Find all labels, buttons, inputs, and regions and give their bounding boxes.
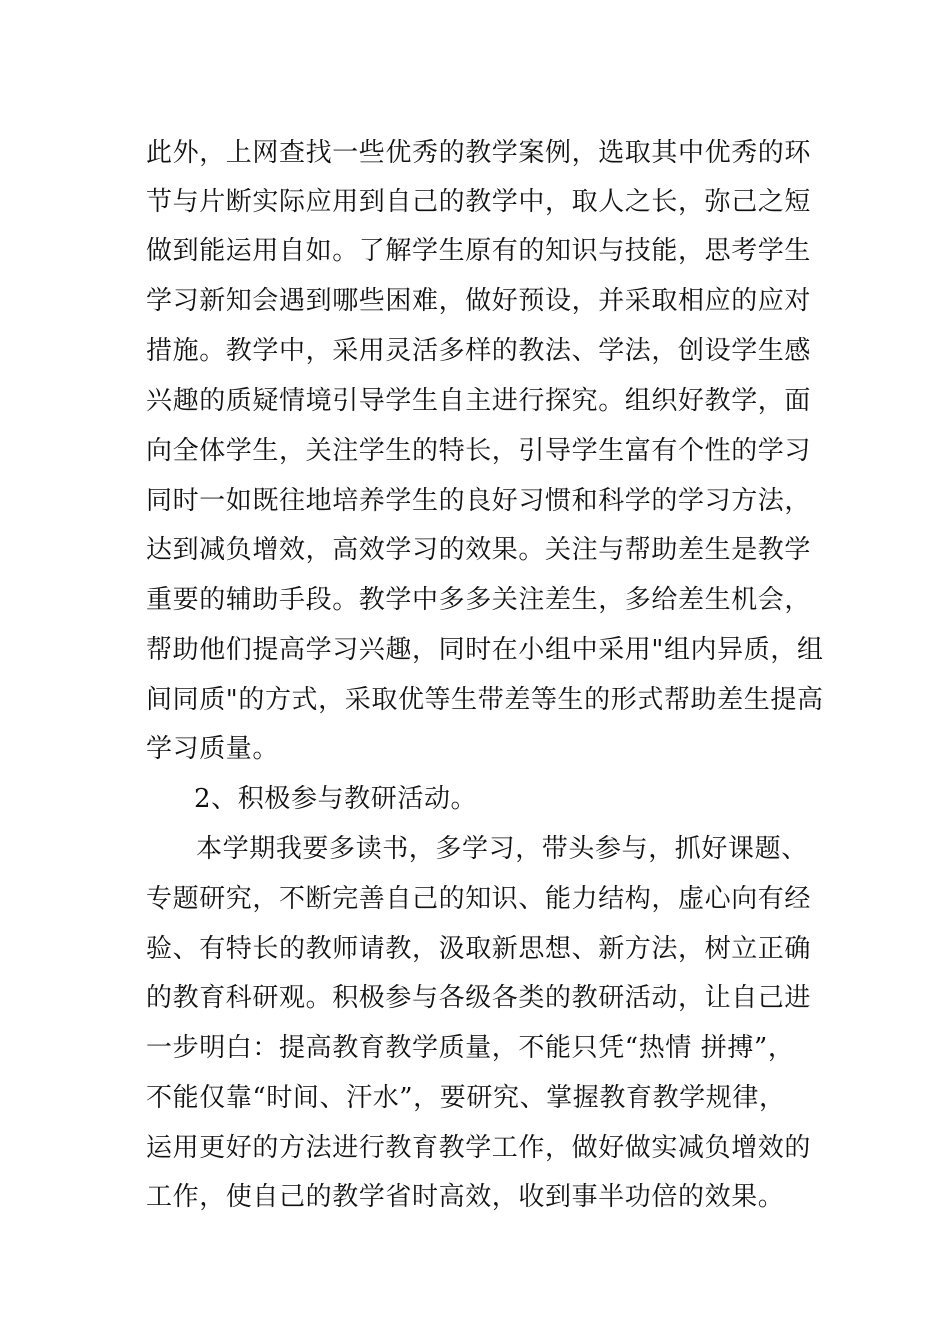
text-line: 此外，上网查找一些优秀的教学案例，选取其中优秀的环 [146, 138, 812, 168]
text-line: 学习新知会遇到哪些困难，做好预设，并采取相应的应对 [146, 286, 812, 316]
text-line: 的教育科研观。积极参与各级各类的教研活动，让自己进 [146, 983, 812, 1013]
text-line: 专题研究，不断完善自己的知识、能力结构，虚心向有经 [146, 884, 812, 914]
text-line: 间同质"的方式，采取优等生带差等生的形式帮助差生提高 [146, 685, 824, 715]
text-line: 达到减负增效，高效学习的效果。关注与帮助差生是教学 [146, 535, 812, 565]
text-line: 向全体学生，关注学生的特长，引导学生富有个性的学习 [146, 436, 812, 466]
text-line: 做到能运用自如。了解学生原有的知识与技能，思考学生 [146, 236, 812, 266]
text-line: 一步明白：提高教育教学质量，不能只凭“热情 拼搏”， [146, 1033, 795, 1063]
text-line: 不能仅靠“时间、汗水”，要研究、掌握教育教学规律， [146, 1083, 786, 1113]
text-line: 本学期我要多读书，多学习，带头参与，抓好课题、 [196, 834, 808, 864]
text-line: 兴趣的质疑情境引导学生自主进行探究。组织好教学，面 [146, 386, 812, 416]
text-line: 同时一如既往地培养学生的良好习惯和科学的学习方法， [146, 486, 812, 516]
text-line: 工作，使自己的教学省时高效，收到事半功倍的效果。 [146, 1182, 785, 1212]
text-line: 验、有特长的教师请教，汲取新思想、新方法，树立正确 [146, 934, 812, 964]
text-line: 帮助他们提高学习兴趣，同时在小组中采用"组内异质，组 [146, 635, 824, 665]
text-line: 重要的辅助手段。教学中多多关注差生，多给差生机会， [146, 585, 812, 615]
text-line: 节与片断实际应用到自己的教学中，取人之长，弥己之短 [146, 187, 812, 217]
text-line: 运用更好的方法进行教育教学工作，做好做实减负增效的 [146, 1133, 812, 1163]
section-heading: 2、积极参与教研活动。 [194, 784, 478, 814]
text-line: 学习质量。 [146, 734, 280, 764]
text-line: 措施。教学中，采用灵活多样的教法、学法，创设学生感 [146, 336, 812, 366]
